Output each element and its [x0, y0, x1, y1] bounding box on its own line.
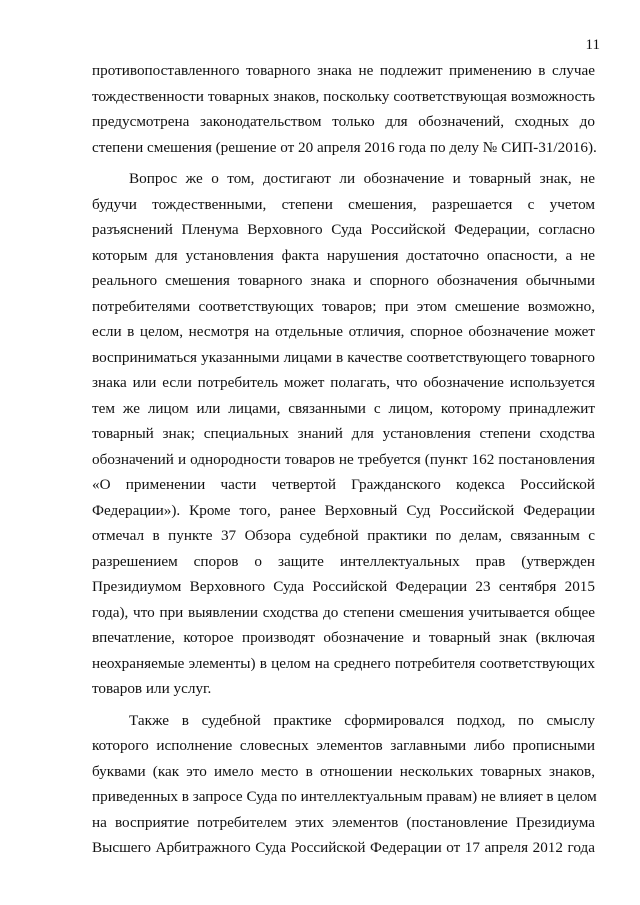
- text-line: тождественности товарных знаков, поскольку соответствующая возможность: [92, 87, 595, 105]
- text-line: впечатление, которое производят обозначение и товарный знак (включая: [92, 629, 595, 646]
- text-line: разъяснений Пленума Верховного Суда Российской Федерации, согласно: [92, 221, 595, 238]
- paragraph: [92, 58, 595, 160]
- text-line: которым для установления факта нарушения достаточно опасности, а не: [92, 246, 595, 264]
- text-line: отмечал в пункте 37 Обзора судебной практики по делам, связанным с: [92, 527, 595, 544]
- text-line: приведенных в запросе Суда по интеллектуальным правам) не влияет в целом: [92, 788, 597, 805]
- text-line: товаров или услуг.: [92, 680, 212, 697]
- text-line: будучи тождественными, степени смешения, разрешается с учетом: [92, 195, 595, 213]
- text-line: Также в судебной практике сформировался подход, по смыслу: [129, 711, 595, 729]
- text-line: тем же лицом или лицами, связанными с лицом, которому принадлежит: [92, 399, 595, 417]
- text-line: если в целом, несмотря на отдельные отличия, спорное обозначение может: [92, 323, 595, 340]
- text-line: предусмотрена законодательством только для обозначений, сходных до: [92, 113, 595, 130]
- text-line: реального смешения товарного знака и спорного обозначения обычными: [92, 272, 595, 289]
- text-line: товарный знак; специальных знаний для установления степени сходства: [92, 425, 595, 442]
- text-line: на восприятие потребителем этих элементов (постановление Президиума: [92, 813, 595, 831]
- text-line: Вопрос же о том, достигают ли обозначение и товарный знак, не: [129, 170, 595, 187]
- document-body: [92, 58, 595, 861]
- text-line: Высшего Арбитражного Суда Российской Федерации от 17 апреля 2012 года: [92, 839, 595, 856]
- text-line: степени смешения (решение от 20 апреля 2016 года по делу № СИП-31/2016).: [92, 138, 597, 156]
- paragraph: [92, 708, 595, 861]
- text-line: противопоставленного товарного знака не подлежит применению в случае: [92, 62, 595, 79]
- text-line: «О применении части четвертой Гражданского кодекса Российской: [92, 476, 595, 493]
- text-line: разрешением споров о защите интеллектуальных прав (утвержден: [92, 552, 595, 570]
- text-line: неохраняемые элементы) в целом на среднего потребителя соответствующих: [92, 654, 595, 672]
- text-line: буквами (как это имело место в отношении нескольких товарных знаков,: [92, 762, 595, 780]
- page-number: 11: [585, 37, 600, 53]
- text-line: знака или если потребитель может полагать, что обозначение используется: [92, 374, 595, 391]
- text-line: обозначений и однородности товаров не требуется (пункт 162 постановления: [92, 450, 595, 468]
- text-line: Федерации»). Кроме того, ранее Верховный Суд Российской Федерации: [92, 501, 595, 519]
- text-line: восприниматься указанными лицами в качестве соответствующего товарного: [92, 348, 595, 366]
- text-line: которого исполнение словесных элементов заглавными либо прописными: [92, 737, 595, 754]
- text-line: Президиумом Верховного Суда Российской Федерации 23 сентября 2015: [92, 578, 595, 595]
- paragraph: [92, 166, 595, 702]
- text-line: потребителями соответствующих товаров; при этом смешение возможно,: [92, 297, 595, 315]
- text-line: года), что при выявлении сходства до степени смешения учитывается общее: [92, 603, 595, 621]
